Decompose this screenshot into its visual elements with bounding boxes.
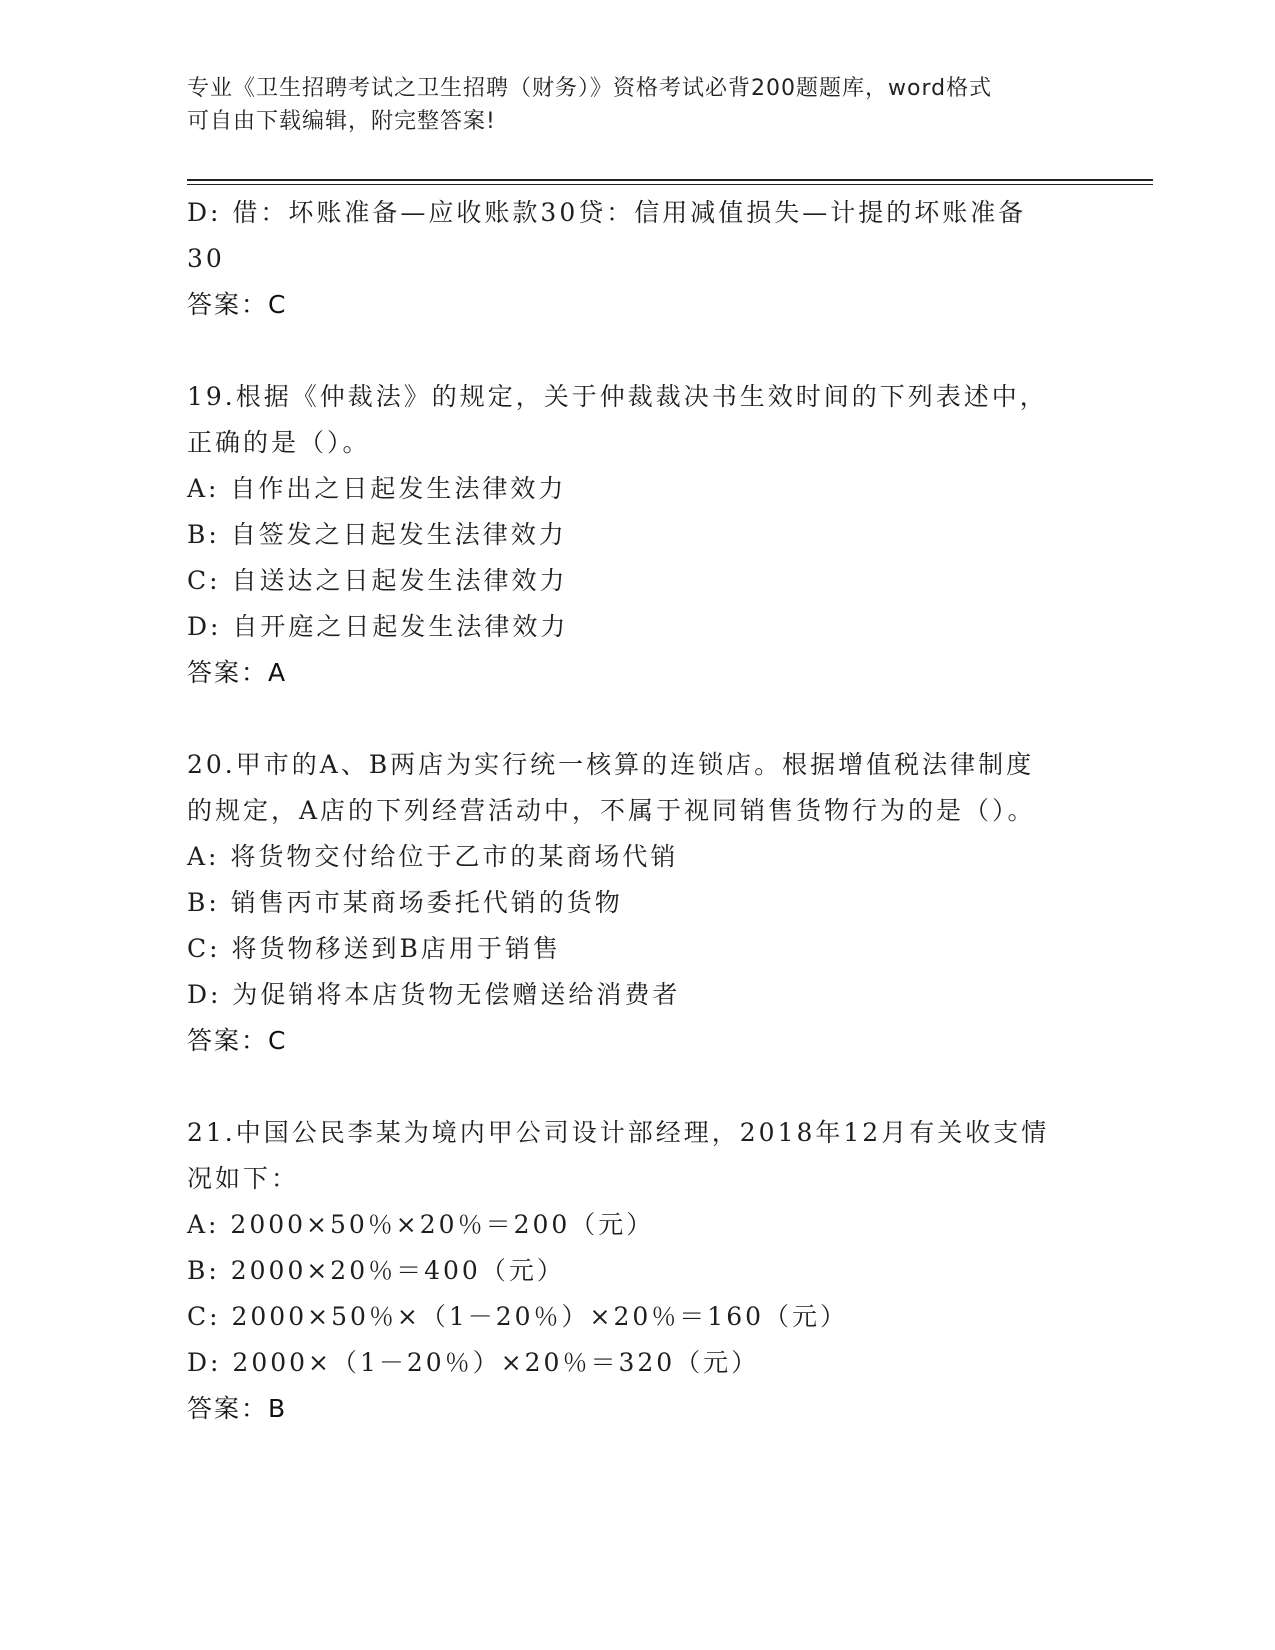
question-20 bbox=[187, 742, 1067, 1064]
answer-line: 答案：C bbox=[187, 1026, 288, 1055]
option-b: B: 自签发之日起发生法律效力 bbox=[187, 520, 567, 549]
header-line-2: 可自由下载编辑，附完整答案! bbox=[187, 109, 496, 134]
answer-line: 答案：A bbox=[187, 658, 288, 687]
option-d-continued: 30 bbox=[187, 244, 225, 273]
question-stem: 19.根据《仲裁法》的规定，关于仲裁裁决书生效时间的下列表述中， bbox=[187, 382, 1048, 411]
spacer bbox=[187, 328, 1067, 374]
question-stem-continued: 正确的是（）。 bbox=[187, 428, 371, 457]
document-header bbox=[187, 72, 1067, 138]
option-c: C: 2000×50％×（1－20％）×20％＝160（元） bbox=[187, 1302, 849, 1331]
header-divider-thick bbox=[187, 179, 1153, 181]
option-d: D: 为促销将本店货物无偿赠送给消费者 bbox=[187, 980, 681, 1009]
option-a: A: 自作出之日起发生法律效力 bbox=[187, 474, 567, 503]
question-21 bbox=[187, 1110, 1067, 1432]
option-c: C: 自送达之日起发生法律效力 bbox=[187, 566, 568, 595]
option-b: B: 2000×20％＝400（元） bbox=[187, 1256, 565, 1285]
question-list bbox=[187, 190, 1067, 1432]
question-stem: 21.中国公民李某为境内甲公司设计部经理，2018年12月有关收支情 bbox=[187, 1118, 1050, 1147]
option-a: A: 将货物交付给位于乙市的某商场代销 bbox=[187, 842, 679, 871]
option-a: A: 2000×50％×20％＝200（元） bbox=[187, 1210, 655, 1239]
option-d: D: 2000×（1－20％）×20％＝320（元） bbox=[187, 1348, 760, 1377]
previous-question-tail bbox=[187, 190, 1067, 328]
spacer bbox=[187, 696, 1067, 742]
question-19 bbox=[187, 374, 1067, 696]
spacer bbox=[187, 1064, 1067, 1110]
question-stem-continued: 的规定，A店的下列经营活动中，不属于视同销售货物行为的是（）。 bbox=[187, 796, 1036, 825]
answer-line: 答案：C bbox=[187, 290, 288, 319]
question-stem-continued: 况如下： bbox=[187, 1164, 300, 1193]
option-b: B: 销售丙市某商场委托代销的货物 bbox=[187, 888, 623, 917]
option-d: D: 借：坏账准备—应收账款30贷：信用减值损失—计提的坏账准备 bbox=[187, 198, 1027, 227]
answer-line: 答案：B bbox=[187, 1394, 288, 1423]
option-c: C: 将货物移送到B店用于销售 bbox=[187, 934, 561, 963]
option-d: D: 自开庭之日起发生法律效力 bbox=[187, 612, 569, 641]
header-divider-thin bbox=[187, 184, 1153, 185]
question-stem: 20.甲市的A、B两店为实行统一核算的连锁店。根据增值税法律制度 bbox=[187, 750, 1035, 779]
header-line-1: 专业《卫生招聘考试之卫生招聘（财务）》资格考试必背200题题库，word格式 bbox=[187, 76, 993, 101]
